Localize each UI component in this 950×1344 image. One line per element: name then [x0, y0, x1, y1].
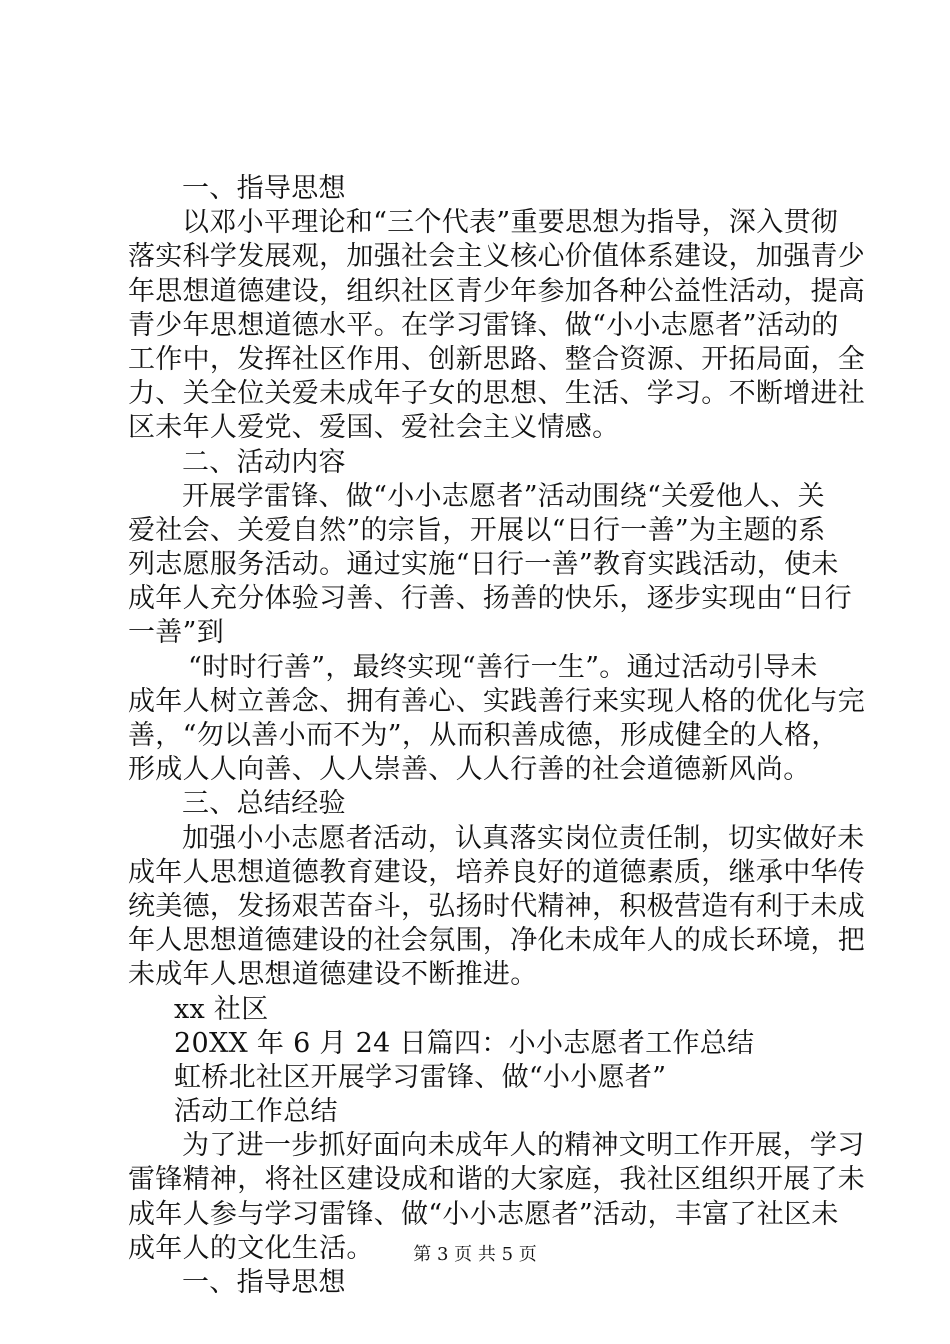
text-line: 一、指导思想 [182, 173, 346, 204]
text-line: 力、关全位关爱未成年子女的思想、生活、学习。不断增进社 [128, 378, 866, 410]
text-line: 形成人人向善、人人崇善、人人行善的社会道德新风尚。 [128, 754, 811, 786]
text-line: 统美德，发扬艰苦奋斗，弘扬时代精神，积极营造有利于未成 [128, 890, 866, 922]
text-line: 成年人充分体验习善、行善、扬善的快乐，逐步实现由“日行 [128, 583, 852, 615]
text-line: 工作中，发挥社区作用、创新思路、整合资源、开拓局面，全 [128, 343, 866, 375]
text-line: 二、活动内容 [182, 446, 346, 478]
text-line: 成年人思想道德教育建设，培养良好的道德素质，继承中华传 [128, 856, 866, 888]
text-line: 列志愿服务活动。通过实施“日行一善”教育实践活动，使未 [128, 549, 839, 581]
text-line: 爱社会、关爱自然”的宗旨，开展以“日行一善”为主题的系 [128, 514, 826, 546]
text-line: 活动工作总结 [174, 1096, 338, 1128]
text-line: 以邓小平理论和“三个代表”重要思想为指导，深入贯彻 [182, 207, 839, 239]
text-line: 青少年思想道德水平。在学习雷锋、做“小小志愿者”活动的 [128, 309, 839, 341]
text-line: 一善”到 [128, 617, 225, 649]
text-line: 区未年人爱党、爱国、爱社会主义情感。 [128, 412, 620, 444]
text-line: 落实科学发展观，加强社会主义核心价值体系建设，加强青少 [128, 241, 866, 273]
text-line: 成年人的文化生活。 [128, 1232, 374, 1264]
text-line: “时时行善”，最终实现“善行一生”。通过活动引导未 [188, 651, 818, 683]
text-line: 年思想道德建设，组织社区青少年参加各种公益性活动，提高 [128, 275, 866, 307]
text-line: 善，“勿以善小而不为”，从而积善成德，形成健全的人格， [128, 720, 839, 751]
text-line: 成年人参与学习雷锋、做“小小志愿者”活动，丰富了社区未 [128, 1198, 839, 1230]
text-line: 为了进一步抓好面向未成年人的精神文明工作开展，学习 [182, 1130, 865, 1162]
page-footer: 第 3 页 共 5 页 [413, 1244, 537, 1265]
text-line: xx 社区 [174, 993, 269, 1025]
text-line: 虹桥北社区开展学习雷锋、做“小小愿者” [174, 1061, 667, 1093]
text-line: 加强小小志愿者活动，认真落实岗位责任制，切实做好未 [182, 822, 865, 854]
text-line: 三、总结经验 [182, 788, 346, 820]
text-line: 开展学雷锋、做“小小志愿者”活动围绕“关爱他人、关 [182, 480, 825, 512]
text-line: 成年人树立善念、拥有善心、实践善行来实现人格的优化与完 [128, 685, 866, 717]
text-line: 未成年人思想道德建设不断推进。 [128, 959, 538, 991]
document-body [128, 172, 866, 1300]
text-line: 雷锋精神，将社区建设成和谐的大家庭，我社区组织开展了未 [128, 1164, 866, 1196]
text-line: 年人思想道德建设的社会氛围，净化未成年人的成长环境，把 [128, 925, 866, 957]
text-line: 一、指导思想 [182, 1267, 346, 1298]
text-line: 20XX 年 6 月 24 日篇四：小小志愿者工作总结 [174, 1027, 755, 1059]
